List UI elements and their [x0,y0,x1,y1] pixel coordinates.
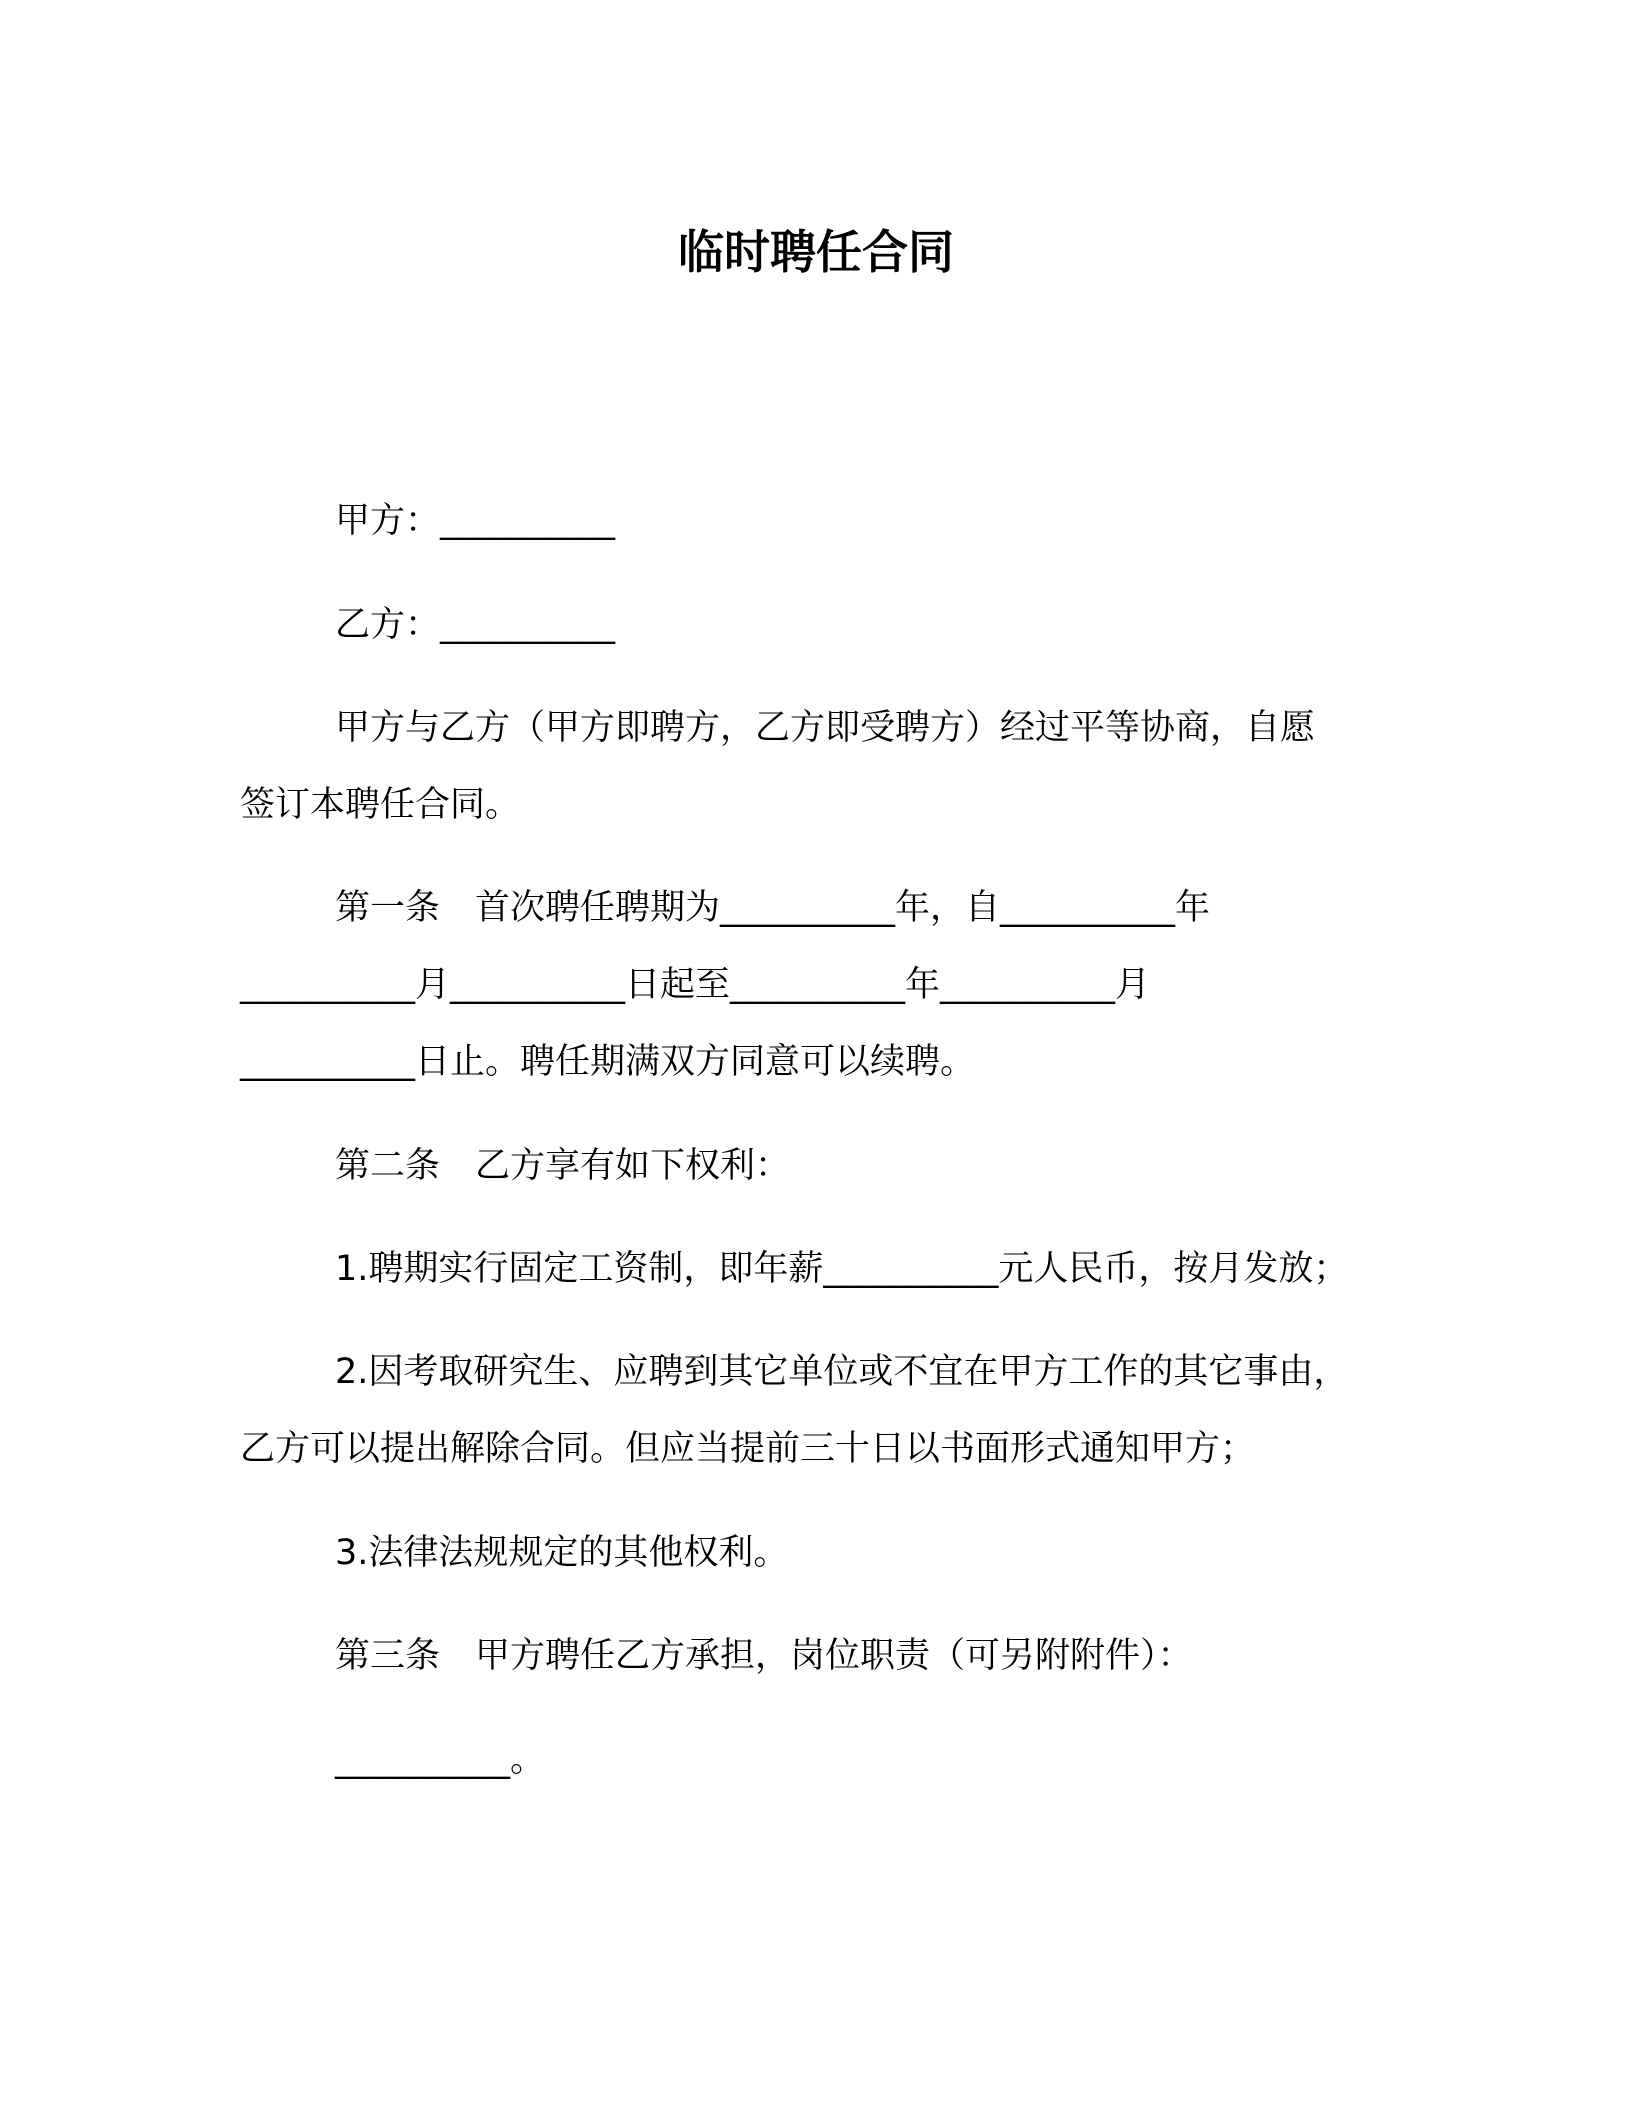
article-2-heading: 第二条 乙方享有如下权利： [335,1146,791,1186]
party-a-line: 甲方：__________ [335,501,616,541]
article-3-heading: 第三条 甲方聘任乙方承担，岗位职责（可另附附件）： [335,1636,1193,1676]
article-1-line-1: 第一条 首次聘任聘期为__________年，自__________年 [335,888,1211,928]
intro-paragraph-line-1: 甲方与乙方（甲方即聘方，乙方即受聘方）经过平等协商，自愿 [335,708,1316,748]
article-2-item-2-line-2: 乙方可以提出解除合同。但应当提前三十日以书面形式通知甲方； [240,1429,1256,1469]
article-2-item-1: 1.聘期实行固定工资制，即年薪__________元人民币，按月发放； [335,1249,1349,1289]
article-2-item-2-line-1: 2.因考取研究生、应聘到其它单位或不宜在甲方工作的其它事由， [335,1352,1349,1392]
article-1-line-3: __________日止。聘任期满双方同意可以续聘。 [240,1042,976,1082]
document-title: 临时聘任合同 [678,225,954,279]
party-b-line: 乙方：__________ [335,605,616,645]
article-1-line-2: __________月__________日起至__________年__________月 [240,965,1151,1005]
article-2-item-3: 3.法律法规规定的其他权利。 [335,1533,789,1573]
article-3-blank: __________。 [335,1740,546,1780]
intro-paragraph-line-2: 签订本聘任合同。 [240,785,521,825]
